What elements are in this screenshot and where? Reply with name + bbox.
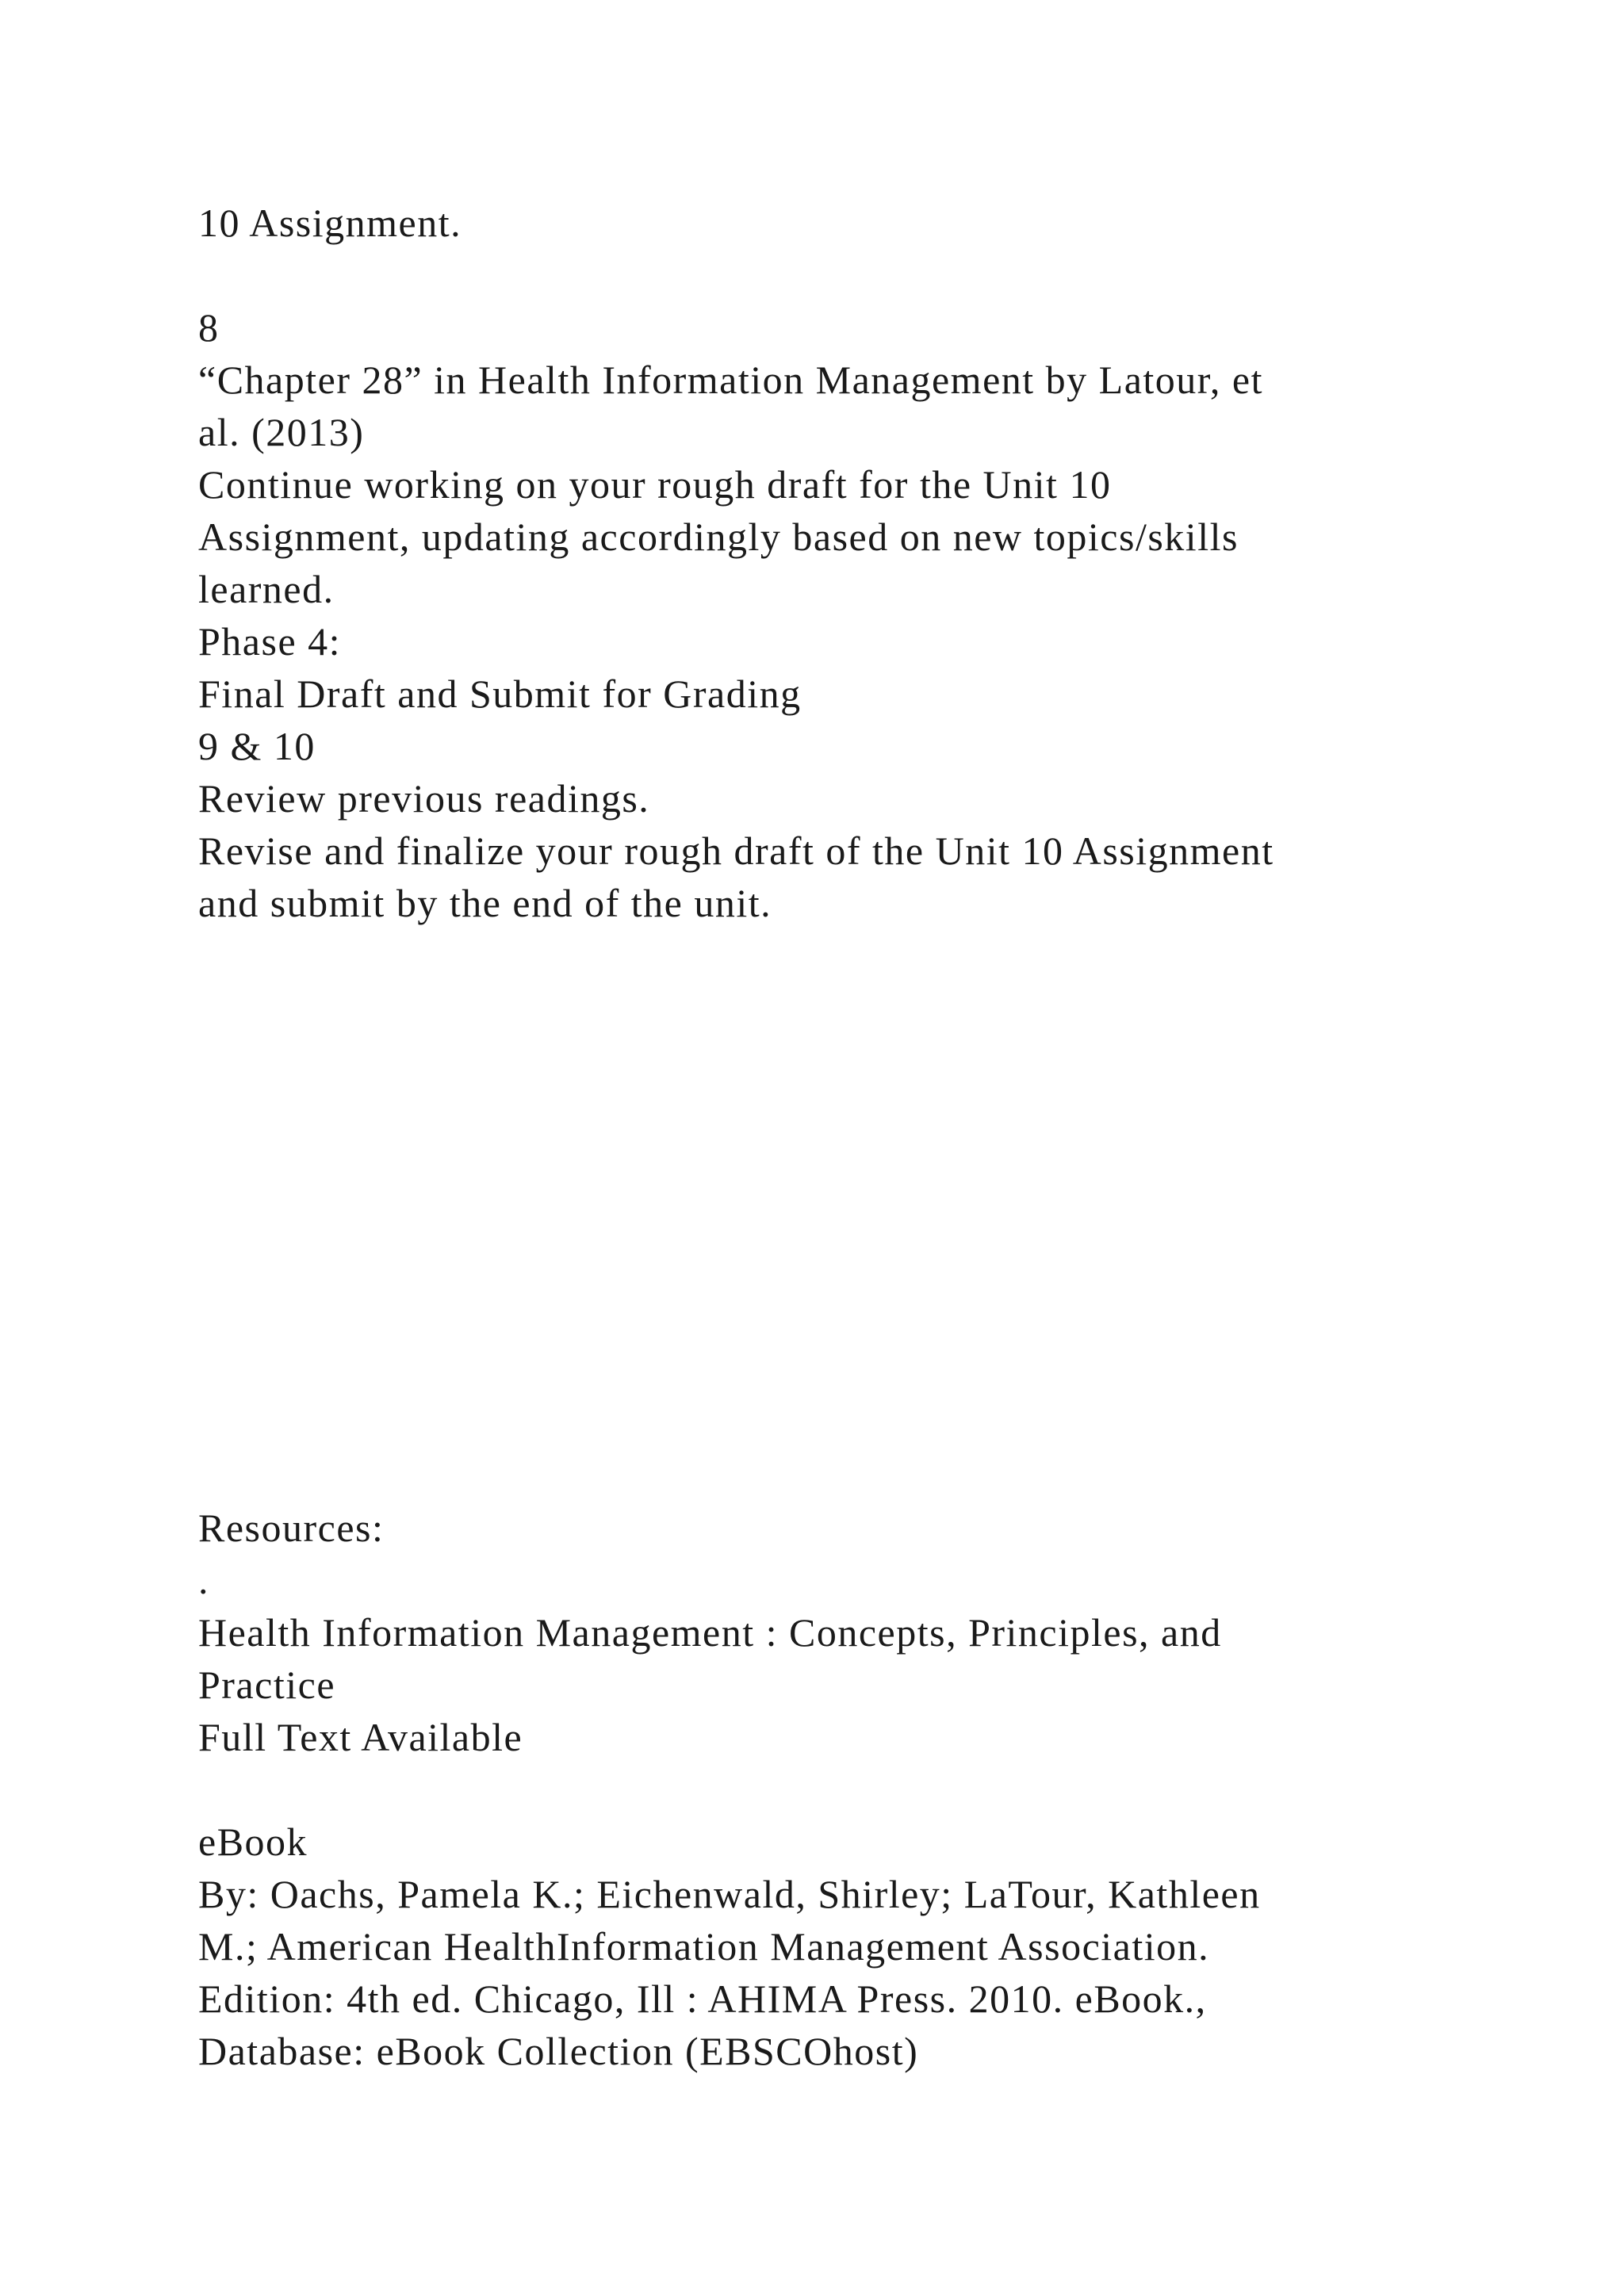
resources-heading: Resources: [198,1506,385,1550]
phase-heading: Phase 4: [198,619,342,664]
text-line: al. (2013) [198,410,365,454]
text-line: and submit by the end of the unit. [198,881,772,925]
resource-title: Practice [198,1663,336,1707]
text-line: Review previous readings. [198,776,650,821]
availability-text: Full Text Available [198,1715,523,1759]
text-line: 10 Assignment. [198,201,462,245]
phase-title: Final Draft and Submit for Grading [198,672,802,716]
text-line: learned. [198,567,335,611]
resources-text [198,1502,1483,2077]
author-line: By: Oachs, Pamela K.; Eichenwald, Shirley; LaTour, Kathleen [198,1872,1261,1916]
assignment-schedule-text [198,197,1483,929]
author-line: M.; American HealthInformation Management Association. [198,1924,1210,1969]
text-line: Assignment, updating accordingly based on new topics/skills [198,515,1239,559]
blank-line [198,249,1483,301]
unit-number: 8 [198,305,220,350]
blank-line [198,1763,1483,1816]
text-line: “Chapter 28” in Health Information Management by Latour, et [198,358,1264,402]
text-line: Continue working on your rough draft for the Unit 10 [198,462,1112,507]
text-line: . [198,1558,209,1602]
unit-number: 9 & 10 [198,724,316,768]
resource-title: Health Information Management : Concepts, Principles, and [198,1610,1222,1655]
database-line: Database: eBook Collection (EBSCOhost) [198,2029,919,2073]
resource-type: eBook [198,1820,308,1864]
text-line: Revise and finalize your rough draft of the Unit 10 Assignment [198,828,1274,873]
edition-line: Edition: 4th ed. Chicago, Ill : AHIMA Press. 2010. eBook., [198,1976,1207,2021]
